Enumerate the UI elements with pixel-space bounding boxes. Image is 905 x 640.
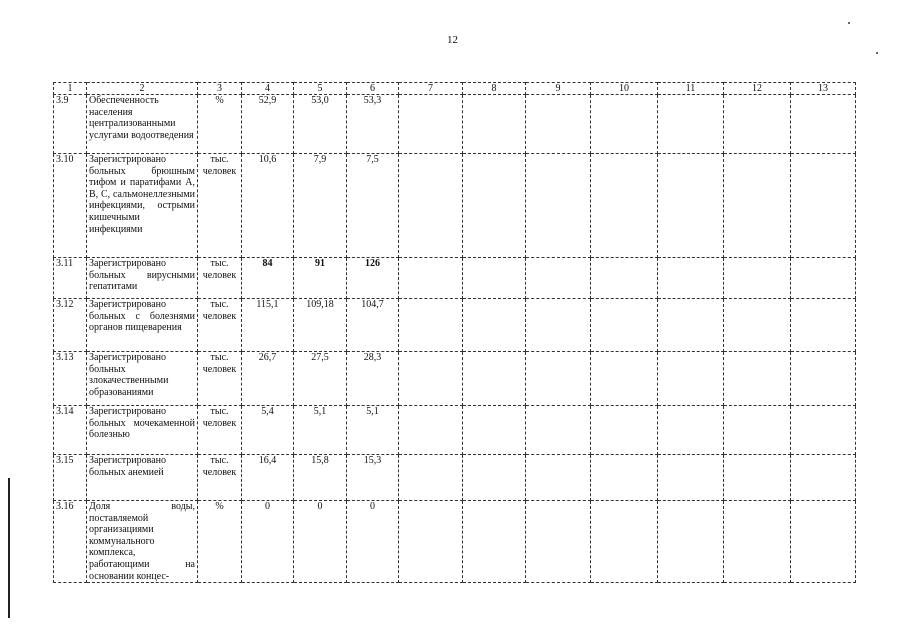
table-row (54, 299, 856, 352)
indicator-name-line: больных с болезнями органов пищеварения (89, 310, 195, 334)
empty-cell (526, 299, 591, 352)
value-cell: 0 (347, 501, 399, 583)
empty-cell (591, 455, 658, 501)
row-number: 3.15 (54, 455, 87, 501)
empty-cell (399, 406, 463, 455)
empty-cell (463, 501, 526, 583)
value-cell: 15,3 (347, 455, 399, 501)
value-cell: 5,1 (347, 406, 399, 455)
empty-cell (591, 501, 658, 583)
indicator-name-line: населения централизованными услугами водоотведения (89, 106, 194, 141)
unit-cell: тыс. человек (198, 299, 242, 352)
value-cell: 53,0 (294, 95, 347, 154)
page-number: 12 (447, 34, 458, 46)
value-cell: 5,4 (242, 406, 294, 455)
empty-cell (724, 455, 791, 501)
empty-cell (658, 352, 724, 406)
table-row (54, 352, 856, 406)
indicator-name (87, 299, 198, 352)
empty-cell (399, 352, 463, 406)
indicator-name-line: больных анемией (89, 466, 164, 478)
value-cell: 126 (347, 258, 399, 299)
indicator-name-line: Зарегистрировано (89, 352, 167, 363)
indicator-name-line: Зарегистрировано (89, 258, 167, 269)
empty-cell (724, 406, 791, 455)
value-cell: 52,9 (242, 95, 294, 154)
column-header: 8 (463, 83, 526, 95)
column-header: 2 (87, 83, 198, 95)
unit-cell: тыс. человек (198, 154, 242, 258)
indicators-table (53, 82, 856, 583)
indicator-name-line: Доля воды, поставляемой организациями коммунального комплекса, работающими на основании концес- (89, 501, 195, 582)
value-cell: 104,7 (347, 299, 399, 352)
column-header: 1 (54, 83, 87, 95)
empty-cell (591, 352, 658, 406)
empty-cell (658, 258, 724, 299)
empty-cell (724, 501, 791, 583)
empty-cell (399, 299, 463, 352)
indicator-name (87, 501, 198, 583)
empty-cell (463, 455, 526, 501)
indicator-name-line: Обеспеченность (89, 95, 159, 106)
empty-cell (658, 299, 724, 352)
indicator-name-line: больных брюшным тифом и паратифами А, В, С, сальмонеллезными инфекциями, острыми кишечными инфекциями (89, 165, 195, 235)
value-cell: 7,9 (294, 154, 347, 258)
row-number: 3.11 (54, 258, 87, 299)
column-header: 9 (526, 83, 591, 95)
row-number: 3.12 (54, 299, 87, 352)
row-number: 3.16 (54, 501, 87, 583)
value-cell: 109,18 (294, 299, 347, 352)
empty-cell (658, 406, 724, 455)
column-header: 3 (198, 83, 242, 95)
indicator-name-line: больных мочекаменной болезнью (89, 417, 195, 441)
table-row (54, 154, 856, 258)
column-header: 11 (658, 83, 724, 95)
empty-cell (463, 154, 526, 258)
unit-cell: тыс. человек (198, 455, 242, 501)
indicator-name (87, 406, 198, 455)
indicator-name-line: Зарегистрировано (89, 299, 167, 310)
scan-margin-mark (8, 478, 10, 618)
empty-cell (658, 95, 724, 154)
value-cell: 53,3 (347, 95, 399, 154)
value-cell: 84 (242, 258, 294, 299)
empty-cell (791, 154, 856, 258)
row-number: 3.13 (54, 352, 87, 406)
empty-cell (724, 95, 791, 154)
column-header: 12 (724, 83, 791, 95)
empty-cell (791, 299, 856, 352)
value-cell: 91 (294, 258, 347, 299)
empty-cell (658, 501, 724, 583)
table-row (54, 455, 856, 501)
value-cell: 0 (242, 501, 294, 583)
empty-cell (591, 258, 658, 299)
indicator-name (87, 154, 198, 258)
unit-cell: тыс. человек (198, 258, 242, 299)
unit-cell: тыс. человек (198, 352, 242, 406)
empty-cell (591, 95, 658, 154)
header-row (54, 83, 856, 95)
empty-cell (791, 352, 856, 406)
unit-cell: % (198, 501, 242, 583)
empty-cell (526, 352, 591, 406)
empty-cell (463, 299, 526, 352)
scan-speck (848, 22, 850, 24)
empty-cell (724, 154, 791, 258)
column-header: 10 (591, 83, 658, 95)
empty-cell (591, 406, 658, 455)
value-cell: 7,5 (347, 154, 399, 258)
value-cell: 16,4 (242, 455, 294, 501)
indicator-name (87, 352, 198, 406)
scan-speck (876, 52, 878, 54)
empty-cell (791, 501, 856, 583)
row-number: 3.10 (54, 154, 87, 258)
column-header: 6 (347, 83, 399, 95)
empty-cell (399, 95, 463, 154)
empty-cell (399, 501, 463, 583)
empty-cell (526, 501, 591, 583)
empty-cell (724, 299, 791, 352)
indicator-name-line: Зарегистрировано (89, 406, 167, 417)
empty-cell (791, 95, 856, 154)
value-cell: 115,1 (242, 299, 294, 352)
indicator-name-line: больных вирусными гепатитами (89, 269, 195, 293)
empty-cell (591, 154, 658, 258)
indicator-name-line: больных злокачественными образованиями (89, 363, 169, 398)
empty-cell (791, 406, 856, 455)
empty-cell (526, 154, 591, 258)
value-cell: 5,1 (294, 406, 347, 455)
empty-cell (791, 455, 856, 501)
indicator-name (87, 95, 198, 154)
empty-cell (658, 154, 724, 258)
table-row (54, 95, 856, 154)
empty-cell (399, 258, 463, 299)
empty-cell (463, 95, 526, 154)
empty-cell (526, 95, 591, 154)
value-cell: 0 (294, 501, 347, 583)
empty-cell (399, 455, 463, 501)
empty-cell (526, 455, 591, 501)
value-cell: 26,7 (242, 352, 294, 406)
unit-cell: тыс. человек (198, 406, 242, 455)
empty-cell (463, 352, 526, 406)
indicator-name-line: Зарегистрировано (89, 455, 167, 466)
unit-cell: % (198, 95, 242, 154)
table-row (54, 258, 856, 299)
empty-cell (463, 258, 526, 299)
indicator-name (87, 455, 198, 501)
table-row (54, 406, 856, 455)
value-cell: 27,5 (294, 352, 347, 406)
empty-cell (658, 455, 724, 501)
value-cell: 10,6 (242, 154, 294, 258)
column-header: 4 (242, 83, 294, 95)
table-row (54, 501, 856, 583)
empty-cell (791, 258, 856, 299)
value-cell: 15,8 (294, 455, 347, 501)
empty-cell (399, 154, 463, 258)
empty-cell (724, 258, 791, 299)
column-header: 5 (294, 83, 347, 95)
empty-cell (526, 406, 591, 455)
empty-cell (463, 406, 526, 455)
indicator-name-line: Зарегистрировано (89, 154, 167, 165)
empty-cell (724, 352, 791, 406)
indicator-name (87, 258, 198, 299)
row-number: 3.9 (54, 95, 87, 154)
empty-cell (526, 258, 591, 299)
value-cell: 28,3 (347, 352, 399, 406)
row-number: 3.14 (54, 406, 87, 455)
column-header: 13 (791, 83, 856, 95)
empty-cell (591, 299, 658, 352)
column-header: 7 (399, 83, 463, 95)
